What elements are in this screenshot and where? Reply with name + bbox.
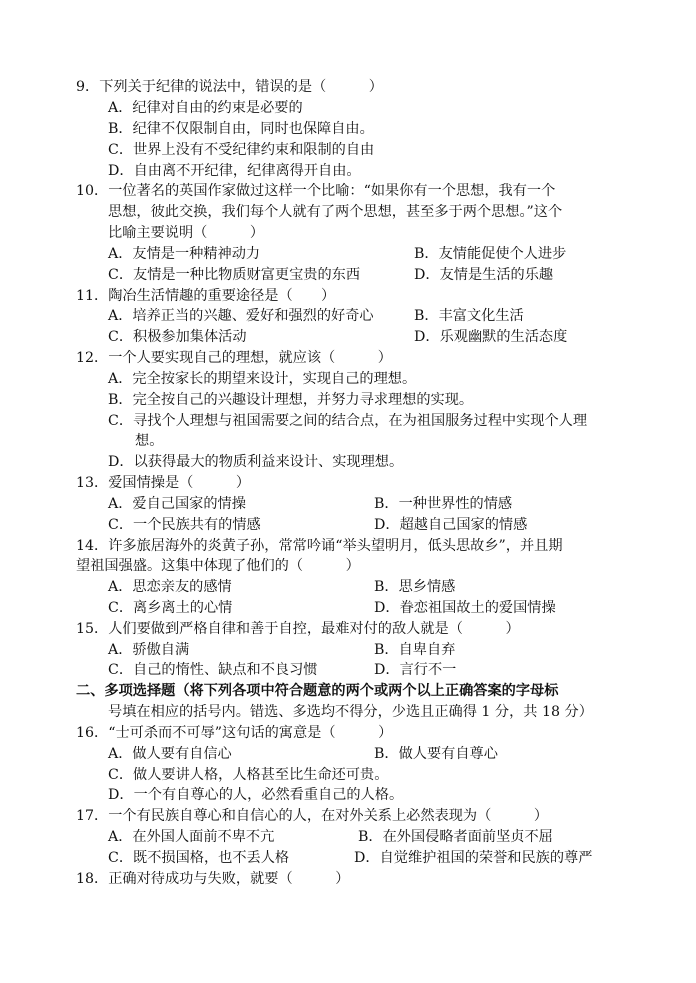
question-16-option-a: A．做人要有自信心 (108, 746, 232, 762)
question-12-option-d: D．以获得最大的物质利益来设计、实现理想。 (108, 454, 404, 470)
question-11-option-a: A．培养正当的兴趣、爱好和强烈的好奇心 (108, 308, 374, 324)
question-18-stem: 18．正确对待成功与失败，就要（ ） (76, 871, 350, 887)
section-2-heading-line1: 二、多项选择题（将下列各项中符合题意的两个或两个以上正确答案的字母标 (76, 683, 559, 699)
question-17-option-b: B．在外国侵略者面前坚贞不屈 (358, 829, 553, 845)
question-9-option-c: C．世界上没有不受纪律约束和限制的自由 (108, 142, 375, 158)
question-16-option-b: B．做人要有自尊心 (374, 746, 498, 762)
question-9-option-d: D．自由离不开纪律，纪律离得开自由。 (108, 163, 361, 179)
question-17-option-c: C．既不损国格，也不丢人格 (108, 850, 290, 866)
question-15-option-d: D．言行不一 (374, 662, 457, 678)
question-9-stem: 9．下列关于纪律的说法中，错误的是（ ） (76, 79, 383, 95)
question-12-option-a: A．完全按家长的期望来设计，实现自己的理想。 (108, 371, 417, 387)
question-10-stem-line3: 比喻主要说明（ ） (108, 225, 265, 241)
question-14-option-d: D．眷恋祖国故土的爱国情操 (374, 600, 556, 616)
question-14-option-b: B．思乡情感 (374, 579, 456, 595)
question-11-option-d: D．乐观幽默的生活态度 (414, 329, 568, 345)
question-15-option-a: A．骄傲自满 (108, 642, 190, 658)
question-10-option-a: A．友情是一种精神动力 (108, 246, 261, 262)
question-12-option-b: B．完全按自己的兴趣设计理想，并努力寻求理想的实现。 (108, 392, 474, 408)
question-13-option-c: C．一个民族共有的情感 (108, 517, 261, 533)
question-13-option-b: B．一种世界性的情感 (374, 496, 513, 512)
question-12-stem: 12．一个人要实现自己的理想，就应该（ ） (76, 350, 392, 366)
question-10-option-d: D．友情是生活的乐趣 (414, 267, 554, 283)
question-13-option-a: A．爱自己国家的情操 (108, 496, 246, 512)
question-15-stem: 15．人们要做到严格自律和善于自控，最难对付的敌人就是（ ） (76, 621, 520, 637)
question-13-stem: 13．爱国情操是（ ） (76, 475, 251, 491)
question-16-option-c: C．做人要讲人格，人格甚至比生命还可贵。 (108, 767, 389, 783)
question-11-option-b: B．丰富文化生活 (414, 308, 524, 324)
question-14-stem-line2: 望祖国强盛。这集中体现了他们的（ ） (76, 558, 360, 574)
question-10-stem-line1: 10．一位著名的英国作家做过这样一个比喻：“如果你有一个思想，我有一个 (76, 183, 556, 199)
question-10-option-b: B．友情能促使个人进步 (414, 246, 567, 262)
question-14-option-a: A．思恋亲友的感情 (108, 579, 232, 595)
question-9-option-b: B．纪律不仅限制自由，同时也保障自由。 (108, 121, 374, 137)
question-17-option-a: A．在外国人面前不卑不亢 (108, 829, 275, 845)
section-2-heading-line2: 号填在相应的括号内。错选、多选均不得分，少选且正确得 1 分，共 18 分） (108, 704, 593, 720)
question-10-option-c: C．友情是一种比物质财富更宝贵的东西 (108, 267, 361, 283)
question-16-option-d: D．一个有自尊心的人，必然看重自己的人格。 (108, 787, 404, 803)
question-16-stem: 16．“士可杀而不可辱”这句话的寓意是（ ） (76, 725, 393, 741)
question-15-option-b: B．自卑自弃 (374, 642, 456, 658)
question-12-option-c-line1: C．寻找个人理想与祖国需要之间的结合点，在为祖国服务过程中实现个人理 (108, 413, 588, 429)
question-12-option-c-line2: 想。 (135, 433, 164, 449)
question-14-option-c: C．离乡离土的心情 (108, 600, 233, 616)
question-11-option-c: C．积极参加集体活动 (108, 329, 247, 345)
question-9-option-a: A．纪律对自由的约束是必要的 (108, 100, 303, 116)
question-14-stem-line1: 14．许多旅居海外的炎黄子孙，常常吟诵“举头望明月，低头思故乡”，并且期 (76, 538, 563, 554)
question-17-option-d: D．自觉维护祖国的荣誉和民族的尊严 (354, 850, 593, 866)
question-15-option-c: C．自己的惰性、缺点和不良习惯 (108, 662, 318, 678)
question-13-option-d: D．超越自己国家的情感 (374, 517, 528, 533)
question-11-stem: 11．陶冶生活情趣的重要途径是（ ） (76, 288, 336, 304)
question-10-stem-line2: 思想，彼此交换，我们每个人就有了两个思想，甚至多于两个思想。”这个 (108, 204, 563, 220)
question-17-stem: 17．一个有民族自尊心和自信心的人，在对外关系上必然表现为（ ） (76, 808, 549, 824)
